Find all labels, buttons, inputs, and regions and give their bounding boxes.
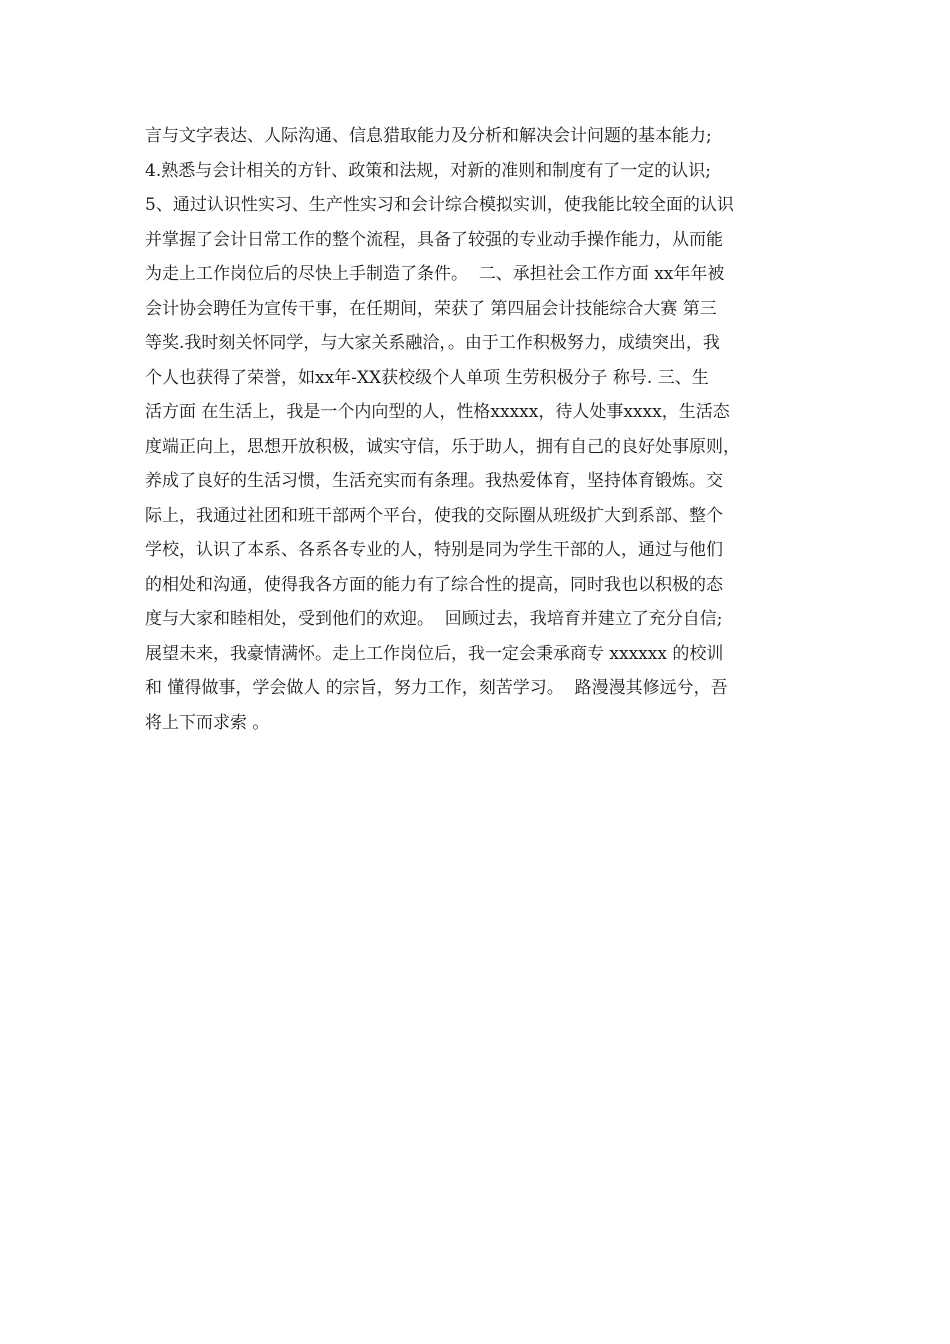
text-line: 将上下而求索 。 <box>145 712 270 733</box>
text-line: 等奖.我时刻关怀同学，与大家关系融洽，。由于工作积极努力，成绩突出，我 <box>145 333 720 353</box>
text-line: 为走上工作岗位后的尽快上手制造了条件。 二、承担社会工作方面 xx年年被 <box>145 264 725 284</box>
text-line: 并掌握了会计日常工作的整个流程，具备了较强的专业动手操作能力，从而能 <box>145 229 723 250</box>
text-line: 际上，我通过社团和班干部两个平台，使我的交际圈从班级扩大到系部、整个 <box>145 505 723 526</box>
text-line: 会计协会聘任为宣传干事，在任期间，荣获了 第四届会计技能综合大赛 第三 <box>145 298 717 319</box>
text-line: 言与文字表达、人际沟通、信息猎取能力及分析和解决会计问题的基本能力; <box>145 126 712 146</box>
text-line: 的相处和沟通，使得我各方面的能力有了综合性的提高，同时我也以积极的态 <box>145 574 723 595</box>
text-line: 个人也获得了荣誉，如xx年-XX获校级个人单项 生劳积极分子 称号. 三、生 <box>145 367 709 388</box>
text-line: 度端正向上，思想开放积极，诚实守信，乐于助人，拥有自己的良好处事原则， <box>145 436 740 457</box>
text-line: 学校，认识了本系、各系各专业的人，特别是同为学生干部的人，通过与他们 <box>145 540 723 560</box>
text-line: 养成了良好的生活习惯，生活充实而有条理。我热爱体育，坚持体育锻炼。交 <box>145 471 723 491</box>
text-line: 活方面 在生活上，我是一个内向型的人，性格xxxxx，待人处事xxxx，生活态 <box>145 402 730 422</box>
document-body-text <box>145 119 810 740</box>
text-line: 度与大家和睦相处，受到他们的欢迎。 回顾过去，我培育并建立了充分自信; <box>145 609 723 629</box>
text-line: 4.熟悉与会计相关的方针、政策和法规，对新的准则和制度有了一定的认识; <box>145 160 711 181</box>
text-line: 和 懂得做事，学会做人 的宗旨，努力工作，刻苦学习。 路漫漫其修远兮，吾 <box>145 678 728 698</box>
text-line: 展望未来，我豪情满怀。走上工作岗位后，我一定会秉承商专 xxxxxx 的校训 <box>145 643 724 664</box>
text-line: 5、通过认识性实习、生产性实习和会计综合模拟实训，使我能比较全面的认识 <box>145 195 734 215</box>
